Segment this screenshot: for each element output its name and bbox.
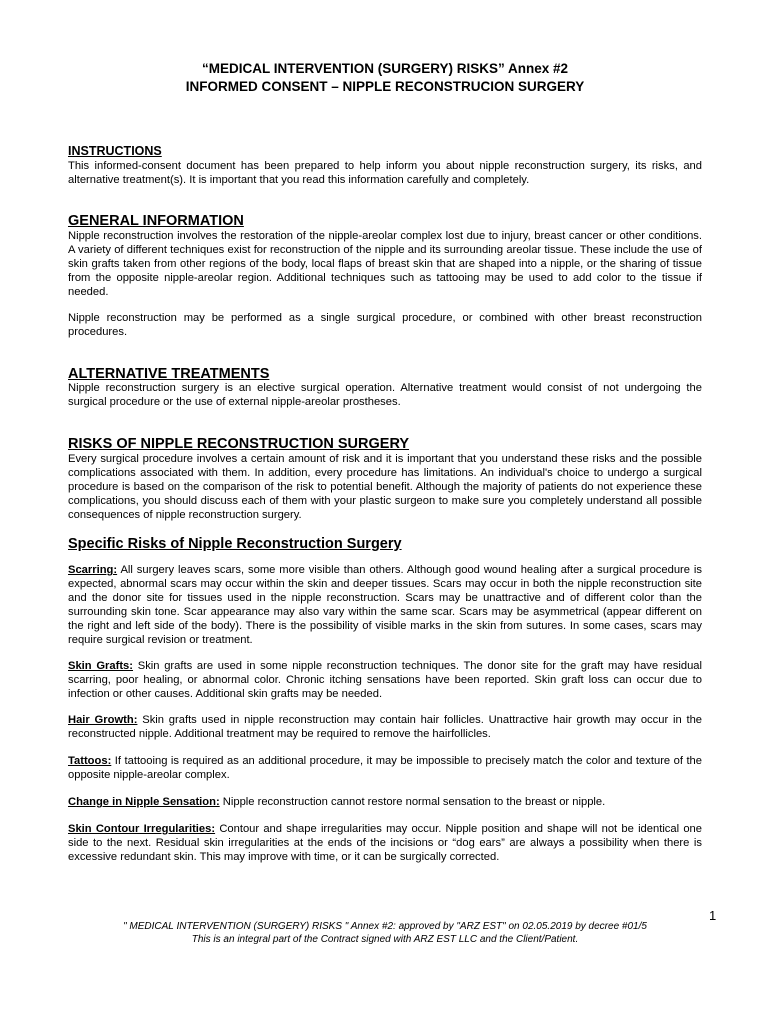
document-title: “MEDICAL INTERVENTION (SURGERY) RISKS” Annex #2	[201, 61, 569, 76]
risk-item-hair-growth	[68, 714, 702, 742]
risk-label: Hair Growth:	[68, 714, 138, 726]
risk-item-contour-irregularities	[68, 823, 702, 865]
risk-text: Skin grafts used in nipple reconstruction may contain hair follicles. Unattractive hair growth may occur in the reconstructed nipple. Additional treatment may be required to remove the hairfollicles.	[68, 714, 703, 740]
risk-label: Scarring:	[68, 564, 118, 576]
alternative-treatments-heading: ALTERNATIVE TREATMENTS	[68, 366, 270, 382]
risk-item-nipple-sensation	[68, 796, 702, 810]
risk-text: Nipple reconstruction cannot restore normal sensation to the breast or nipple.	[222, 796, 606, 808]
risk-text: Skin grafts are used in some nipple reconstruction techniques. The donor site for the graft may have residual scarring, poor healing, or abnormal color. Chronic itching sensations have been reported. Skin graft loss can occur due to infection or other causes. Additional skin grafts may be needed.	[68, 660, 702, 700]
specific-risks-heading: Specific Risks of Nipple Reconstruction Surgery	[68, 536, 402, 552]
risk-item-skin-grafts	[68, 660, 702, 702]
page-number: 1	[709, 908, 717, 923]
risk-item-tattoos	[68, 755, 702, 783]
document-subtitle: INFORMED CONSENT – NIPPLE RECONSTRUCION SURGERY	[185, 79, 585, 94]
risk-item-scarring	[68, 564, 702, 647]
instructions-text: This informed-consent document has been prepared to help inform you about nipple reconstruction surgery, its risks, and alternative treatment(s). It is important that you read this information carefully and completely.	[68, 160, 702, 186]
risk-label: Skin Contour Irregularities:	[68, 823, 216, 835]
general-information-paragraph-2: Nipple reconstruction may be performed as a single surgical procedure, or combined with other breast reconstruction procedures.	[68, 312, 702, 338]
footer-contract-note: This is an integral part of the Contract signed with ARZ EST LLC and the Client/Patient.	[191, 934, 579, 945]
risks-text: Every surgical procedure involves a certain amount of risk and it is important that you understand these risks and the possible complications associated with them. In addition, every procedure has limitations. An individual's choice to undergo a surgical procedure is based on the comparison of the risk to potential benefit. Although the majority of patients do not experience these complications, you should discuss each of them with your plastic surgeon to make sure you completely understand all possible consequences of nipple reconstruction surgery.	[68, 453, 702, 521]
risk-label: Skin Grafts:	[68, 660, 134, 672]
instructions-heading: INSTRUCTIONS	[68, 144, 162, 158]
risks-heading: RISKS OF NIPPLE RECONSTRUCTION SURGERY	[68, 436, 410, 452]
risk-label: Tattoos:	[68, 755, 112, 767]
risk-text: Contour and shape irregularities may occur. Nipple position and shape will not be identical one side to the next. Residual skin irregularities at the ends of the incisions or “dog ears” are always a possibility when there is excessive redundant skin. This may improve with time, or it can be surgically corrected.	[68, 823, 703, 863]
risk-text: All surgery leaves scars, some more visible than others. Although good wound healing after a surgical procedure is expected, abnormal scars may occur within the skin and deeper tissues. Scars may occur in both the nipple reconstruction site and the donor site for tissues used in the nipple reconstruction. Scars may be unattractive and of different color than the surrounding skin tone. Scar appearance may also vary within the same scar. Scars may be asymmetrical (appear different on the right and left side of the body). There is the possibility of visible marks in the skin from sutures. In some cases, scars may require surgical revision or treatment.	[68, 564, 702, 646]
general-information-heading: GENERAL INFORMATION	[68, 213, 244, 229]
footer-approval: " MEDICAL INTERVENTION (SURGERY) RISKS " Annex #2: approved by "ARZ EST" on 02.05.2019 by decree #01/5	[123, 921, 647, 932]
alternative-treatments-text: Nipple reconstruction surgery is an elective surgical operation. Alternative treatment would consist of not undergoing the surgical procedure or the use of external nipple-areolar prostheses.	[68, 382, 702, 408]
risk-label: Change in Nipple Sensation:	[68, 796, 220, 808]
general-information-paragraph: Nipple reconstruction involves the restoration of the nipple-areolar complex lost due to injury, breast cancer or other conditions. A variety of different techniques exist for reconstruction of the nipple and its surrounding areolar tissue. These include the use of skin grafts taken from other regions of the body, local flaps of breast skin that are shaped into a nipple, or the sharing of tissue from the opposite nipple-areolar region. Additional techniques such as tattooing may be used to add color to the tissue if needed.	[68, 230, 702, 298]
risk-text: If tattooing is required as an additional procedure, it may be impossible to precisely match the color and texture of the opposite nipple-areolar complex.	[68, 755, 702, 781]
